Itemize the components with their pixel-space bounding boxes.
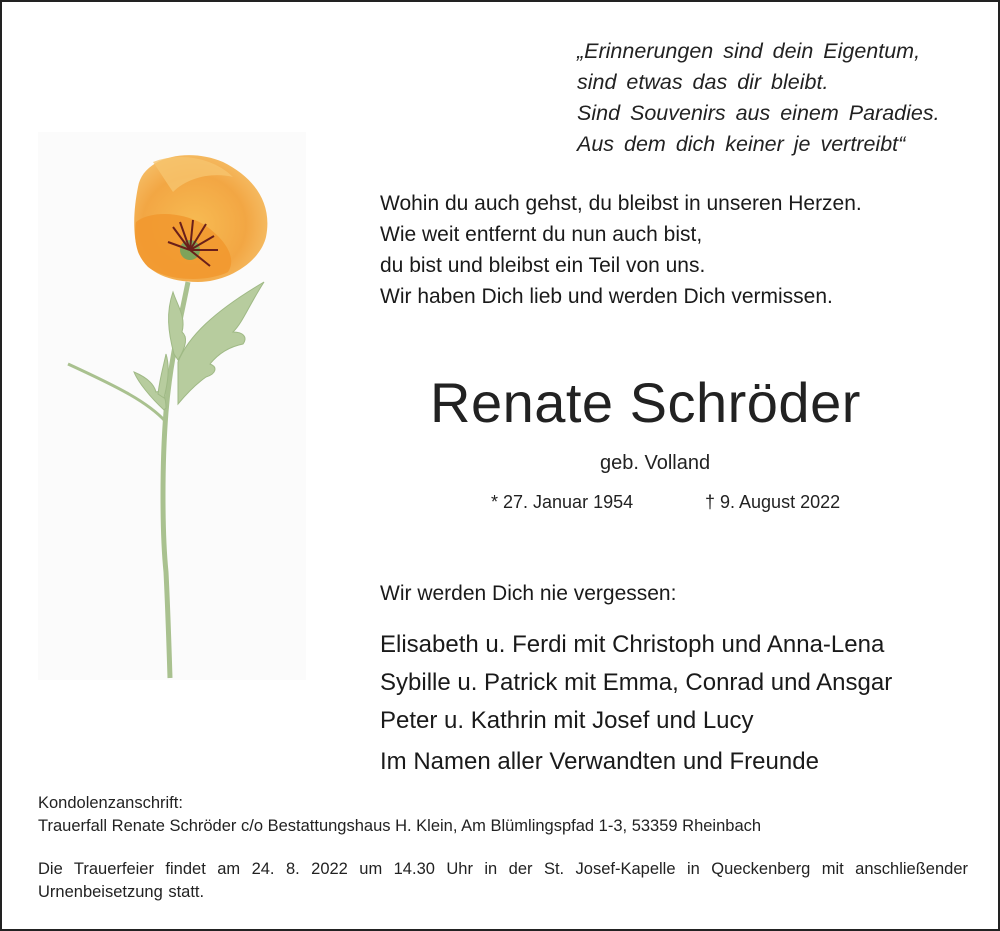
poem-line: Wir haben Dich lieb und werden Dich vermissen. (380, 285, 833, 308)
family-line: Elisabeth u. Ferdi mit Christoph und Anna-Lena (380, 631, 885, 658)
poem-line: Wie weit entfernt du nun auch bist, (380, 223, 703, 246)
condolence-label: Kondolenzanschrift: (38, 794, 183, 812)
quote-line: Sind Souvenirs aus einem Paradies. (577, 101, 940, 125)
death-date: † 9. August 2022 (705, 492, 841, 512)
poppy-flower-icon (38, 132, 306, 680)
ceremony-text: Die Trauerfeier findet am 24. 8. 2022 um 14.30 Uhr in der St. Josef-Kapelle in Queckenberg mit anschließender Urnenbeisetzung statt. (38, 860, 968, 901)
quote-block (577, 36, 940, 160)
poem-line: Wohin du auch gehst, du bleibst in unseren Herzen. (380, 192, 862, 215)
condolence-block (38, 792, 761, 838)
poem-block (380, 188, 862, 312)
quote-line: „Erinnerungen sind dein Eigentum, (577, 39, 921, 63)
poppy-flower-image (38, 132, 306, 680)
birth-date: * 27. Januar 1954 (491, 492, 634, 512)
mourners-closing: Im Namen aller Verwandten und Freunde (380, 748, 819, 775)
poem-line: du bist und bleibst ein Teil von uns. (380, 254, 706, 277)
maiden-name: geb. Volland (600, 452, 711, 474)
family-line: Sybille u. Patrick mit Emma, Conrad und Ansgar (380, 669, 893, 696)
deceased-name: Renate Schröder (430, 371, 861, 434)
mourners-intro: Wir werden Dich nie vergessen: (380, 582, 677, 605)
quote-line: sind etwas das dir bleibt. (577, 70, 829, 94)
condolence-address: Trauerfall Renate Schröder c/o Bestattungshaus H. Klein, Am Blümlingspfad 1-3, 53359 Rheinbach (38, 817, 762, 835)
family-line: Peter u. Kathrin mit Josef und Lucy (380, 707, 754, 734)
quote-line: Aus dem dich keiner je vertreibt“ (577, 132, 906, 156)
mourners-list (380, 626, 892, 740)
